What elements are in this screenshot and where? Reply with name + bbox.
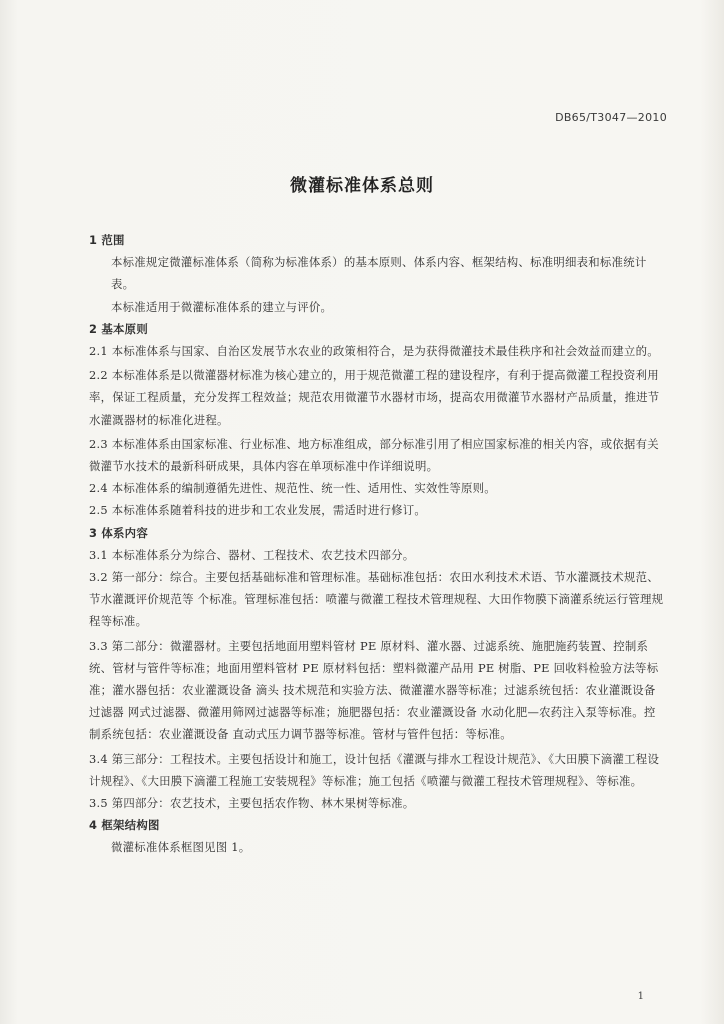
section-heading: 2 基本原则: [89, 321, 148, 336]
section-1: [89, 229, 664, 859]
paragraph: 微灌标准体系框图见图 1。: [111, 840, 251, 855]
standard-number: DB65/T3047—2010: [555, 111, 667, 124]
section-heading: 4 框架结构图: [89, 818, 160, 833]
clause-item: 2.3 本标准体系由国家标准、行业标准、地方标准组成，部分标准引用了相应国家标准的相关内容，或依据有关微灌节水技术的最新科研成果，具体内容在单项标准中作详细说明。: [89, 436, 659, 474]
clause-item: 2.2 本标准体系是以微灌器材标准为核心建立的，用于规范微灌工程的建设程序，有利于提高微灌工程投资利用率，保证工程质量，充分发挥工程效益；规范农用微灌节水器材市场，提高农用微灌节水器材产品质量，推进节水灌溉器材的标准化进程。: [89, 368, 660, 427]
clause-item: 3.2 第一部分：综合。主要包括基础标准和管理标准。基础标准包括：农田水利技术术语、节水灌溉技术规范、节水灌溉评价规范等 个标准。管理标准包括：喷灌与微灌工程技术管理规程、大田作物膜下滴灌系统运行管理规程等标准。: [89, 570, 664, 629]
document-title: 微灌标准体系总则: [290, 176, 434, 196]
page-number: 1: [637, 991, 644, 1002]
clause-item: 3.3 第二部分：微灌器材。主要包括地面用塑料管材 PE 原材料、灌水器、过滤系统、施肥施药装置、控制系统、管材与管件等标准；地面用塑料管材 PE 原材料包括：塑料微灌产品用 PE 树脂、PE 回收料检验方法等标准；灌水器包括：农业灌溉设备 滴头 技术规范和实验方法、微灌灌水器等标准；过滤系统包括：农业灌溉设备 过滤器 网式过滤器、微灌用筛网过滤器等标准；施肥器包括：农业灌溉设备 水动化肥—农药注入泵等标准。控制系统包括：农业灌溉设备 直动式压力调节器等标准。管材与管件包括：等标准。: [89, 638, 659, 742]
clause-item: 3.5 第四部分：农艺技术，主要包括农作物、林木果树等标准。: [89, 796, 415, 811]
clause-item: 2.1 本标准体系与国家、自治区发展节水农业的政策相符合，是为获得微灌技术最佳秩序和社会效益而建立的。: [89, 344, 659, 359]
clause-item: 3.1 本标准体系分为综合、器材、工程技术、农艺技术四部分。: [89, 547, 415, 562]
clause-item: 2.4 本标准体系的编制遵循先进性、规范性、统一性、适用性、实效性等原则。: [89, 481, 496, 496]
section-heading: 3 体系内容: [89, 525, 148, 540]
clause-item: 3.4 第三部分：工程技术。主要包括设计和施工，设计包括《灌溉与排水工程设计规范》、《大田膜下滴灌工程设计规程》、《大田膜下滴灌工程施工安装规程》等标准；施工包括《喷灌与微灌工程技术管理规程》、等标准。: [89, 751, 660, 788]
paragraph: 本标准适用于微灌标准体系的建立与评价。: [111, 299, 333, 314]
paragraph: 本标准规定微灌标准体系（简称为标准体系）的基本原则、体系内容、框架结构、标准明细表和标准统计表。: [111, 255, 647, 292]
section-heading: 1 范围: [89, 233, 125, 247]
clause-item: 2.5 本标准体系随着科技的进步和工农业发展，需适时进行修订。: [89, 503, 427, 518]
